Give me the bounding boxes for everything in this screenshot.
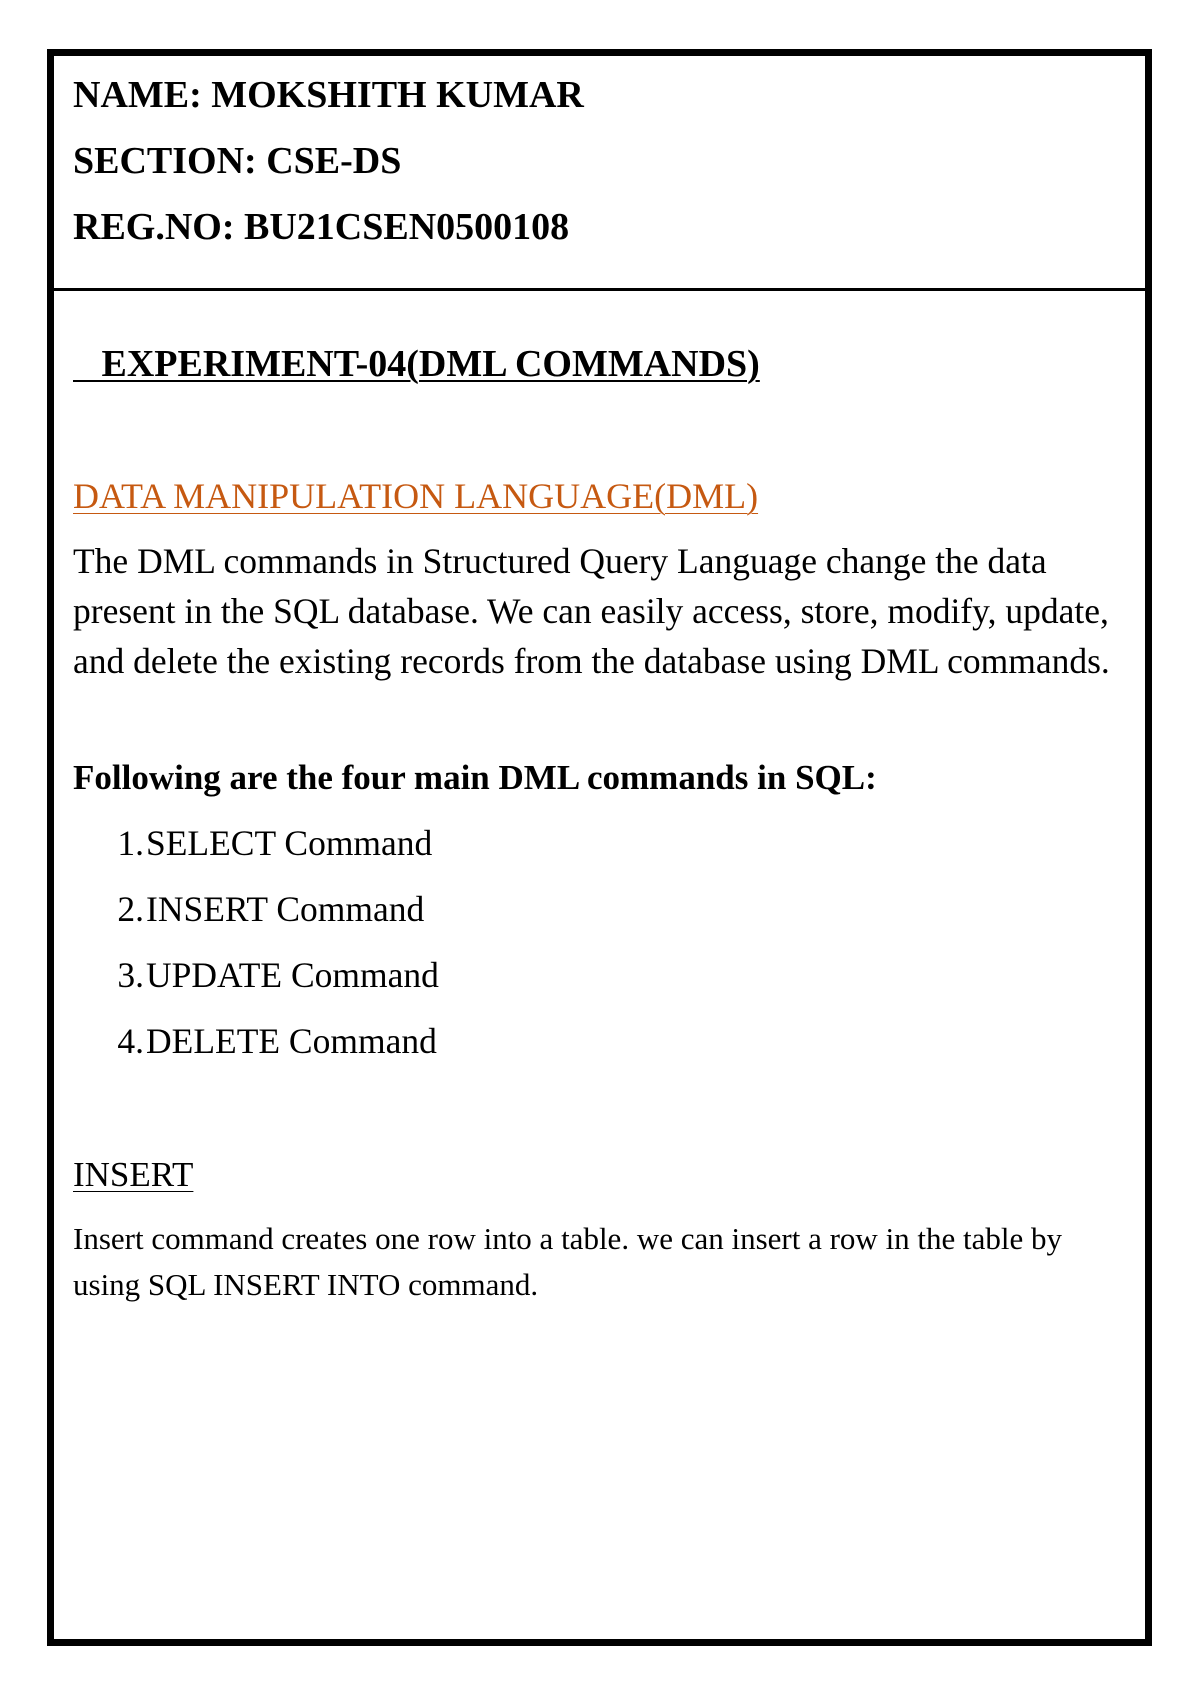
list-item-number: 4.: [117, 1021, 144, 1061]
list-item-number: 3.: [117, 955, 144, 995]
list-item: [73, 820, 439, 886]
insert-section-heading: INSERT: [73, 1155, 194, 1194]
dml-commands-intro: Following are the four main DML commands in SQL:: [73, 758, 877, 797]
dml-section-heading: DATA MANIPULATION LANGUAGE(DML): [73, 476, 759, 516]
dml-description: The DML commands in Structured Query Language change the data present in the SQL database. We can easily access, store, modify, update, and delete the existing records from the database using DML commands.: [73, 541, 1110, 681]
list-item: [73, 1018, 439, 1084]
list-item: [73, 952, 439, 1018]
student-name: NAME: MOKSHITH KUMAR: [73, 74, 584, 116]
student-section: SECTION: CSE-DS: [73, 140, 402, 182]
insert-description: Insert command creates one row into a table. we can insert a row in the table by using SQL INSERT INTO command.: [73, 1221, 1063, 1302]
list-item-number: 2.: [117, 889, 144, 929]
header-divider: [54, 288, 1146, 291]
list-item-number: 1.: [117, 823, 144, 863]
list-item-label: DELETE Command: [146, 1021, 437, 1061]
list-item-label: INSERT Command: [146, 889, 425, 929]
dml-command-list: [73, 820, 439, 1084]
list-item: [73, 886, 439, 952]
list-item-label: SELECT Command: [146, 823, 433, 863]
student-reg-no: REG.NO: BU21CSEN0500108: [73, 206, 570, 248]
list-item-label: UPDATE Command: [146, 955, 439, 995]
student-info: [73, 72, 584, 270]
experiment-title: EXPERIMENT-04(DML COMMANDS): [73, 343, 760, 385]
